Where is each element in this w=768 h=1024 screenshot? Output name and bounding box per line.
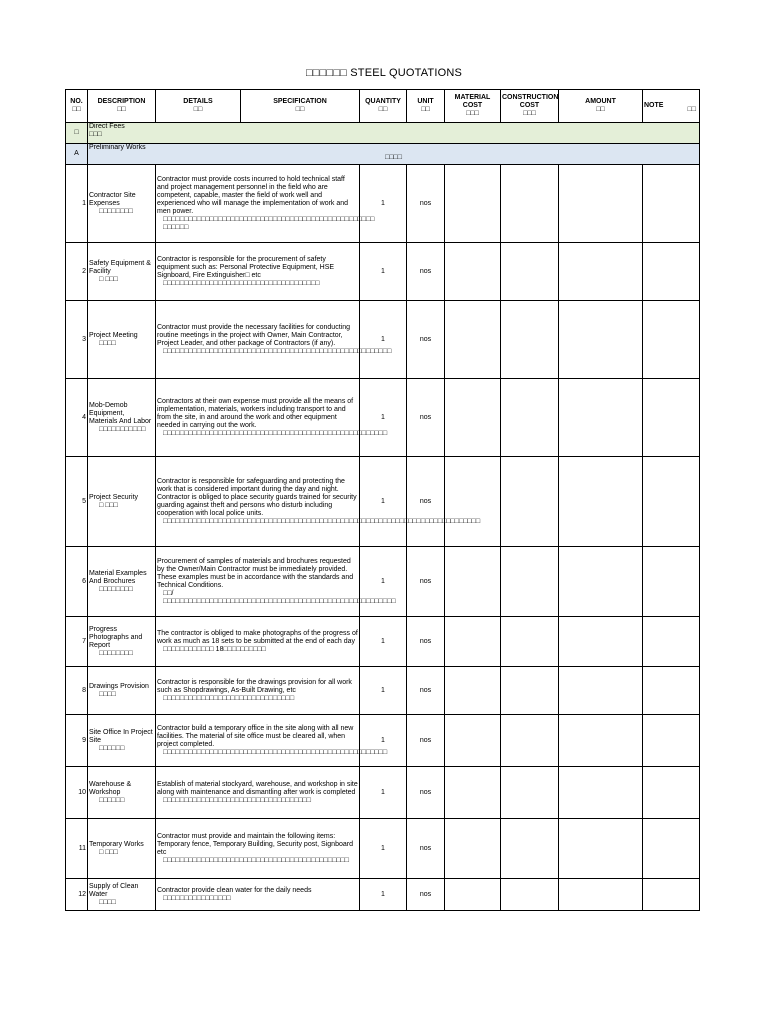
row-amount	[559, 879, 643, 911]
row-material-cost	[445, 379, 501, 457]
row-details: Contractor build a temporary office in the site along with all new facilities. The material of site office must be cleared all, when project completed. □□□□□□□□□□□□□□□□□□□□□□□□□□□□□□□□□□□□□□□□□□□□□□□□□□□□□	[156, 715, 360, 767]
row-quantity: 1	[360, 767, 407, 819]
table-row	[66, 547, 700, 617]
row-unit: nos	[407, 667, 445, 715]
row-amount	[559, 457, 643, 547]
row-description: Progress Photographs and Report □□□□□□□□	[88, 617, 156, 667]
section-row-preliminary-works	[66, 144, 700, 165]
header-specification: SPECIFICATION □□	[241, 90, 360, 123]
subsection-label: Preliminary Works □□□□	[88, 144, 700, 165]
section-no: □	[66, 123, 88, 144]
row-no: 6	[66, 547, 88, 617]
table-row	[66, 617, 700, 667]
row-material-cost	[445, 767, 501, 819]
row-note	[643, 617, 700, 667]
row-unit: nos	[407, 715, 445, 767]
row-amount	[559, 243, 643, 301]
row-amount	[559, 547, 643, 617]
row-unit: nos	[407, 457, 445, 547]
row-note	[643, 547, 700, 617]
row-no: 1	[66, 165, 88, 243]
row-material-cost	[445, 667, 501, 715]
row-material-cost	[445, 715, 501, 767]
row-amount	[559, 667, 643, 715]
row-no: 8	[66, 667, 88, 715]
row-no: 10	[66, 767, 88, 819]
row-note	[643, 379, 700, 457]
row-no: 12	[66, 879, 88, 911]
row-note	[643, 301, 700, 379]
table-row	[66, 715, 700, 767]
header-material-cost: MATERIAL COST □□□	[445, 90, 501, 123]
table-row	[66, 379, 700, 457]
row-quantity: 1	[360, 667, 407, 715]
row-no: 11	[66, 819, 88, 879]
row-note	[643, 715, 700, 767]
header-quantity: QUANTITY □□	[360, 90, 407, 123]
row-details: Establish of material stockyard, warehouse, and workshop in site along with maintenance and dismantling after work is completed □□□□□□□□□□□□□□□□□□□□□□□□□□□□□□□□□□□	[156, 767, 360, 819]
row-material-cost	[445, 301, 501, 379]
row-construction-cost	[501, 301, 559, 379]
row-unit: nos	[407, 819, 445, 879]
row-quantity: 1	[360, 617, 407, 667]
table-row	[66, 667, 700, 715]
row-description: Project Security □ □□□	[88, 457, 156, 547]
row-note	[643, 819, 700, 879]
row-construction-cost	[501, 165, 559, 243]
row-quantity: 1	[360, 379, 407, 457]
row-material-cost	[445, 617, 501, 667]
row-quantity: 1	[360, 301, 407, 379]
row-details: Contractor is responsible for safeguarding and protecting the work that is considered important during the day and night. Contractor is obliged to place security guards trained for security guarding against theft and persons who disturb including cooperation with local police units. □□□□□□□□□□□□□□□□□□□□□□□□□□□□□□□□□□□□□□□□□□□□□□□□□□□□□□□□□□□□□□□□□□□□□□□□□□□	[156, 457, 360, 547]
row-details: Procurement of samples of materials and brochures requested by the Owner/Main Contractor must be immediately provided. These examples must be in accordance with the standards and Technical Conditions. □□/□□□□□□□□□□□□□□□□□□□□□□□□□□□□□□□□□□□□□□□□□□□□□□□□□□□□□□□	[156, 547, 360, 617]
row-no: 3	[66, 301, 88, 379]
table-row	[66, 243, 700, 301]
table-row	[66, 767, 700, 819]
row-construction-cost	[501, 243, 559, 301]
row-construction-cost	[501, 379, 559, 457]
row-material-cost	[445, 879, 501, 911]
header-description: DESCRIPTION □□	[88, 90, 156, 123]
header-details: DETAILS □□	[156, 90, 241, 123]
header-construction-cost: CONSTRUCTION COST □□□	[501, 90, 559, 123]
row-material-cost	[445, 457, 501, 547]
row-details: Contractor must provide the necessary facilities for conducting routine meetings in the project with Owner, Main Contractor, Project Leader, and other package of Contractors (if any). □□□□□□□□□□□□□□□□□□□□□□□□□□□□□□□□□□□□□□□□□□□□□□□□□□□□□□	[156, 301, 360, 379]
header-amount: AMOUNT □□	[559, 90, 643, 123]
section-row-direct-fees	[66, 123, 700, 144]
row-note	[643, 879, 700, 911]
row-note	[643, 457, 700, 547]
row-details: Contractor must provide costs incurred to hold technical staff and project management personnel in the field who are competent, capable, master the field of work well and experienced who will manage the implementation of work and men power. □□□□□□□□□□□□□□□□□□□□□□□□□□□□□□□□□□□□□□□□□□□□□□□□□□ □□□□□□	[156, 165, 360, 243]
row-quantity: 1	[360, 165, 407, 243]
row-description: Mob-Demob Equipment, Materials And Labor □□□□□□□□□□□	[88, 379, 156, 457]
row-material-cost	[445, 547, 501, 617]
subsection-no: A	[66, 144, 88, 165]
row-quantity: 1	[360, 819, 407, 879]
row-amount	[559, 715, 643, 767]
header-unit: UNIT □□	[407, 90, 445, 123]
row-description: Material Examples And Brochures □□□□□□□□	[88, 547, 156, 617]
row-material-cost	[445, 243, 501, 301]
row-description: Temporary Works □ □□□	[88, 819, 156, 879]
header-note: NOTE □□	[643, 90, 700, 123]
row-details: Contractor is responsible for the procurement of safety equipment such as: Personal Protective Equipment, HSE Signboard, Fire Extinguisher□ etc □□□□□□□□□□□□□□□□□□□□□□□□□□□□□□□□□□□□□	[156, 243, 360, 301]
row-construction-cost	[501, 819, 559, 879]
row-unit: nos	[407, 165, 445, 243]
row-construction-cost	[501, 715, 559, 767]
row-note	[643, 165, 700, 243]
row-no: 4	[66, 379, 88, 457]
row-unit: nos	[407, 767, 445, 819]
row-quantity: 1	[360, 715, 407, 767]
row-description: Site Office In Project Site □□□□□□	[88, 715, 156, 767]
row-details: The contractor is obliged to make photographs of the progress of work as much as 18 sets to be submitted at the end of each day □□□□□□□□□□□□ 18□□□□□□□□□□	[156, 617, 360, 667]
row-quantity: 1	[360, 243, 407, 301]
row-unit: nos	[407, 879, 445, 911]
quotation-table	[65, 89, 700, 911]
page-title: □□□□□□ STEEL QUOTATIONS	[305, 67, 463, 79]
row-amount	[559, 301, 643, 379]
row-description: Safety Equipment & Facility □ □□□	[88, 243, 156, 301]
row-construction-cost	[501, 767, 559, 819]
row-description: Warehouse & Workshop □□□□□□	[88, 767, 156, 819]
row-no: 9	[66, 715, 88, 767]
table-row	[66, 819, 700, 879]
row-details: Contractors at their own expense must provide all the means of implementation, materials, workers including transport to and from the site, in and around the work and other equipment needed in carrying out the work. □□□□□□□□□□□□□□□□□□□□□□□□□□□□□□□□□□□□□□□□□□□□□□□□□□□□□	[156, 379, 360, 457]
row-note	[643, 667, 700, 715]
row-unit: nos	[407, 379, 445, 457]
header-row	[66, 90, 700, 123]
row-unit: nos	[407, 243, 445, 301]
row-construction-cost	[501, 547, 559, 617]
row-amount	[559, 819, 643, 879]
row-unit: nos	[407, 547, 445, 617]
row-note	[643, 767, 700, 819]
table-row	[66, 301, 700, 379]
row-amount	[559, 617, 643, 667]
row-no: 7	[66, 617, 88, 667]
row-construction-cost	[501, 457, 559, 547]
header-no: NO. □□	[66, 90, 88, 123]
row-description: Supply of Clean Water □□□□	[88, 879, 156, 911]
row-details: Contractor provide clean water for the daily needs □□□□□□□□□□□□□□□□	[156, 879, 360, 911]
row-quantity: 1	[360, 457, 407, 547]
table-row	[66, 457, 700, 547]
table-row	[66, 879, 700, 911]
row-description: Project Meeting □□□□	[88, 301, 156, 379]
row-description: Drawings Provision □□□□	[88, 667, 156, 715]
row-material-cost	[445, 165, 501, 243]
row-amount	[559, 767, 643, 819]
row-construction-cost	[501, 617, 559, 667]
row-quantity: 1	[360, 879, 407, 911]
row-construction-cost	[501, 879, 559, 911]
table-row	[66, 165, 700, 243]
row-amount	[559, 379, 643, 457]
row-details: Contractor must provide and maintain the following items: Temporary fence, Temporary Building, Security post, Signboard etc □□□□□□□□□□□□□□□□□□□□□□□□□□□□□□□□□□□□□□□□□□□□	[156, 819, 360, 879]
row-quantity: 1	[360, 547, 407, 617]
row-details: Contractor is responsible for the drawings provision for all work such as Shopdrawings, As-Built Drawing, etc □□□□□□□□□□□□□□□□□□□□□□□□□□□□□□□	[156, 667, 360, 715]
row-no: 2	[66, 243, 88, 301]
section-label: Direct Fees □□□	[88, 123, 700, 144]
row-no: 5	[66, 457, 88, 547]
row-material-cost	[445, 819, 501, 879]
row-note	[643, 243, 700, 301]
row-unit: nos	[407, 617, 445, 667]
row-description: Contractor Site Expenses □□□□□□□□	[88, 165, 156, 243]
row-amount	[559, 165, 643, 243]
row-construction-cost	[501, 667, 559, 715]
row-unit: nos	[407, 301, 445, 379]
